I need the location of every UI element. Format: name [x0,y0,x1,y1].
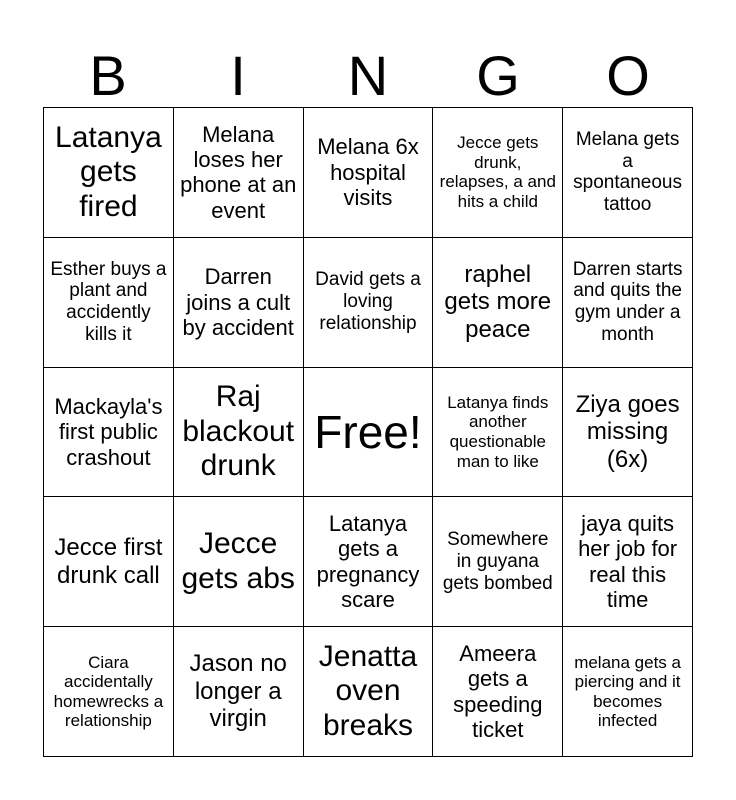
header-letter-g: G [476,44,520,107]
header-letter-b: B [89,44,127,107]
bingo-cell[interactable] [433,368,563,498]
bingo-cell[interactable] [44,497,174,627]
bingo-cell[interactable] [174,238,304,368]
cell-text: raphel gets more peace [444,260,552,343]
bingo-cell[interactable] [304,108,434,238]
bingo-cell[interactable] [433,238,563,368]
cell-text: Melana loses her phone at an event [180,121,297,223]
cell-text: Jecce gets drunk, relapses, a and hits a child [439,133,556,211]
bingo-cell[interactable] [44,238,174,368]
cell-text: Mackayla's first public crashout [54,394,163,470]
cell-text: Latanya gets a pregnancy scare [316,511,420,613]
cell-text: Latanya gets fired [55,120,162,223]
bingo-cell[interactable] [174,368,304,498]
cell-text: David gets a loving relationship [315,269,421,335]
bingo-cell[interactable] [44,627,174,757]
cell-text: Raj blackout drunk [182,380,295,483]
bingo-cell[interactable] [304,627,434,757]
bingo-cell[interactable] [174,108,304,238]
bingo-grid [43,107,693,757]
header-letter-o: O [606,44,650,107]
bingo-cell[interactable] [563,238,693,368]
cell-text: Ciara accidentally homewrecks a relationship [53,652,164,731]
bingo-cell[interactable] [433,627,563,757]
cell-text: jaya quits her job for real this time [578,511,678,613]
cell-text: Ziya goes missing (6x) [575,390,680,473]
free-space-cell[interactable] [304,368,434,498]
cell-text: Melana gets a spontaneous tattoo [573,128,682,216]
cell-text: Latanya finds another questionable man to like [447,392,549,471]
bingo-cell[interactable] [563,627,693,757]
cell-text: Darren joins a cult by accident [182,264,294,340]
bingo-cell[interactable] [304,497,434,627]
bingo-cell[interactable] [433,108,563,238]
bingo-header [43,44,693,108]
cell-text: Jenatta oven breaks [318,639,418,742]
bingo-cell[interactable] [563,108,693,238]
bingo-cell[interactable] [44,108,174,238]
cell-text: Somewhere in guyana gets bombed [442,529,553,594]
bingo-cell[interactable] [563,368,693,498]
cell-text: melana gets a piercing and it becomes infected [574,652,681,731]
bingo-cell[interactable] [304,238,434,368]
header-letter-i: I [230,44,246,107]
cell-text: Jecce first drunk call [54,534,163,589]
cell-text: Melana 6x hospital visits [317,134,419,211]
cell-text: Jecce gets abs [181,527,295,595]
bingo-cell[interactable] [174,627,304,757]
free-space-text: Free! [314,405,422,458]
bingo-cell[interactable] [433,497,563,627]
cell-text: Jason no longer a virgin [189,650,287,733]
bingo-cell[interactable] [44,368,174,498]
cell-text: Esther buys a plant and accidently kills it [50,258,167,346]
cell-text: Ameera gets a speeding ticket [453,641,543,742]
cell-text: Darren starts and quits the gym under a month [572,258,683,346]
bingo-cell[interactable] [563,497,693,627]
header-letter-n: N [347,44,389,107]
bingo-cell[interactable] [174,497,304,627]
